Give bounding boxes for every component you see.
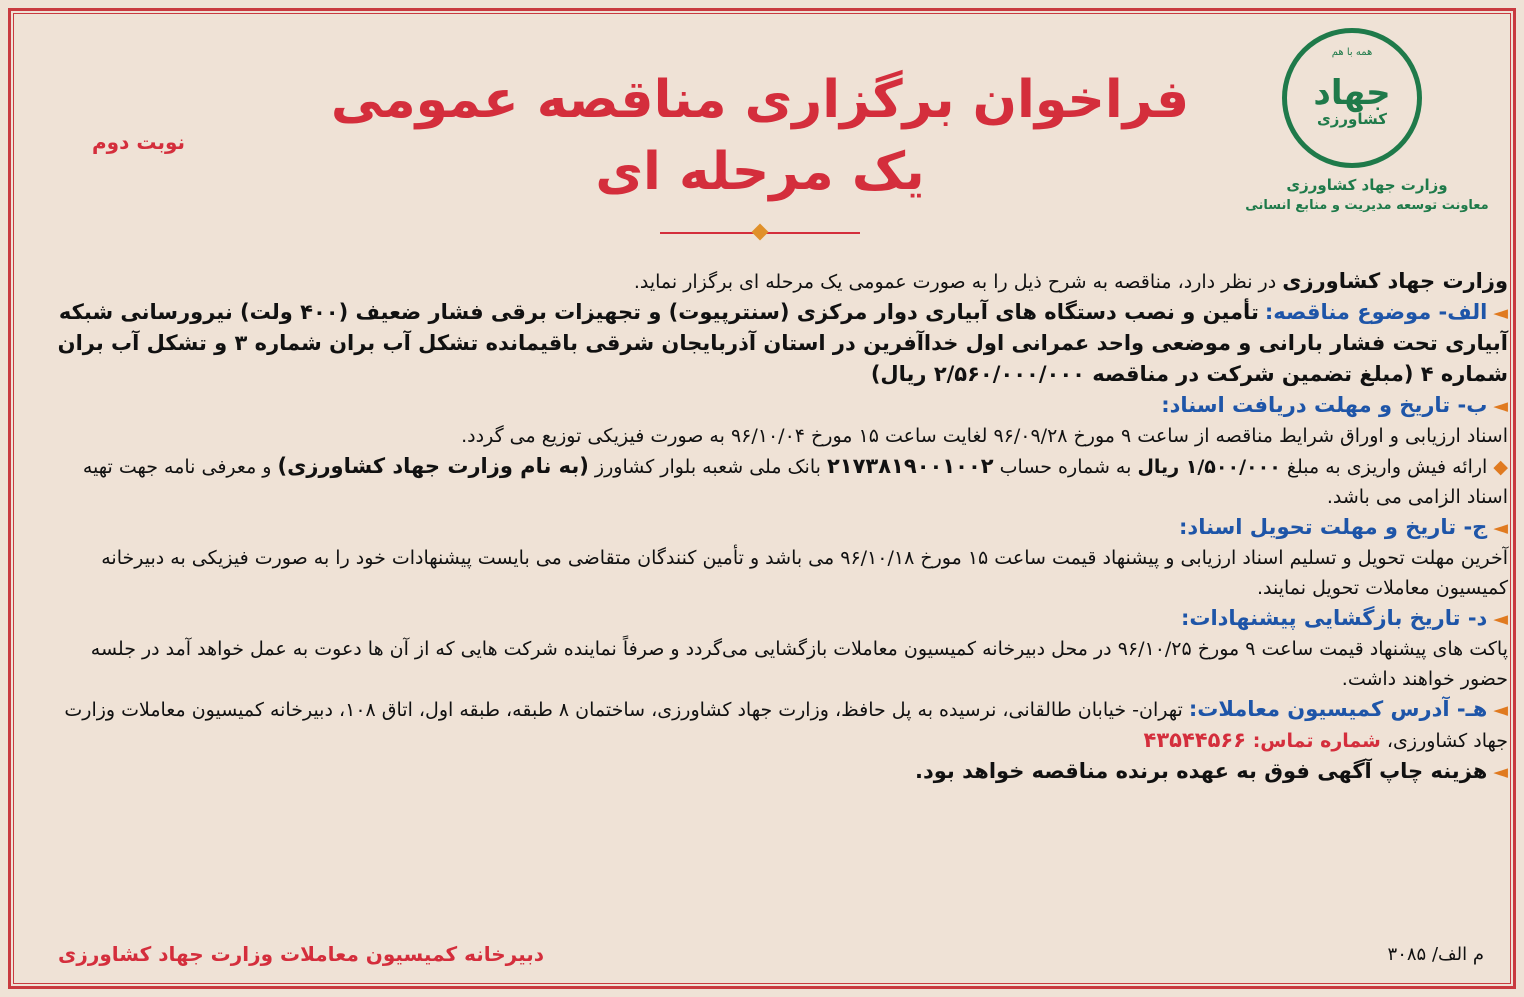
turn-badge: نوبت دوم: [92, 130, 186, 154]
account-holder: (به نام وزارت جهاد کشاورزی): [277, 454, 589, 478]
section-e: [40, 694, 1508, 756]
section-a: [40, 297, 1508, 390]
section-b-line2-end: و معرفی نامه جهت تهیه اسناد الزامی می باشد.: [82, 456, 1508, 508]
bullet-diamond-icon: ◆: [1493, 456, 1508, 478]
bullet-arrow-icon: ◄: [1493, 608, 1508, 630]
section-e-heading: هـ- آدرس کمیسیون معاملات:: [1188, 697, 1488, 721]
intro-org: وزارت جهاد کشاورزی: [1282, 269, 1508, 293]
bullet-arrow-icon: ◄: [1493, 517, 1508, 539]
section-b-heading-line: [40, 390, 1508, 421]
section-b-line2: [40, 451, 1508, 512]
jahad-logo: [1282, 28, 1422, 168]
reference-number: م الف/ ۳۰۸۵: [1387, 944, 1484, 965]
section-a-text: تأمین و نصب دستگاه های آبیاری دوار مرکزی (سنترپیوت) و تجهیزات برقی فشار ضعیف (۴۰۰ ولت) نیرورسانی شبکه آبیاری تحت فشار بارانی و موضعی واحد عمرانی اول خداآفرین در استان آذربایجان شرقی باقیمانده تشکل آب بران شماره ۳ و تشکل آب بران شماره ۴ (مبلغ تضمین شرکت در مناقصه ۲/۵۶۰/۰۰۰/۰۰۰ ریال): [57, 300, 1508, 386]
section-d-heading: د- تاریخ بازگشایی پیشنهادات:: [1180, 606, 1488, 630]
section-b-line1: اسناد ارزیابی و اوراق شرایط مناقصه از ساعت ۹ مورخ ۹۶/۰۹/۲۸ لغایت ساعت ۱۵ مورخ ۹۶/۱۰/۰۴ به صورت فیزیکی توزیع می گردد.: [461, 425, 1508, 447]
deputy-name: معاونت توسعه مدیریت و منابع انسانی: [1245, 198, 1489, 213]
bullet-arrow-icon: ◄: [1493, 761, 1508, 783]
bullet-arrow-icon: ◄: [1493, 302, 1508, 324]
section-c-heading: ج- تاریخ و مهلت تحویل اسناد:: [1179, 515, 1488, 539]
announcement-body: [40, 266, 1508, 787]
account-number: ۲۱۷۳۸۱۹۰۰۱۰۰۲: [826, 454, 994, 478]
bullet-arrow-icon: ◄: [1493, 395, 1508, 417]
section-c-text: آخرین مهلت تحویل و تسلیم اسناد ارزیابی و پیشنهاد قیمت ساعت ۱۵ مورخ ۹۶/۱۰/۱۸ می باشد و تأمین کنندگان متقاضی می بایست پیشنهادات خود را به صورت فیزیکی به دبیرخانه کمیسیون معاملات تحویل نمایند.: [101, 547, 1508, 599]
title-line-2: یک مرحله ای: [595, 142, 925, 202]
phone-number: ۴۳۵۴۴۵۶۶: [1143, 728, 1247, 752]
logo-sub-text: کشاورزی: [1317, 110, 1387, 128]
cost-note: هزینه چاپ آگهی فوق به عهده برنده مناقصه خواهد بود.: [915, 759, 1488, 783]
section-d-heading-line: [40, 603, 1508, 634]
logo-main-text: جهاد: [1313, 73, 1391, 113]
section-b-line2-start: ارائه فیش واریزی به مبلغ: [1280, 456, 1488, 478]
section-b-bank: بانک ملی شعبه بلوار کشاورز: [588, 456, 827, 478]
cost-note-line: [40, 756, 1508, 787]
bullet-arrow-icon: ◄: [1493, 699, 1508, 721]
intro-text: در نظر دارد، مناقصه به شرح ذیل را به صورت عمومی یک مرحله ای برگزار نماید.: [633, 271, 1283, 293]
title-line-1: فراخوان برگزاری مناقصه عمومی: [330, 70, 1190, 130]
section-b-line2-mid: به شماره حساب: [993, 456, 1138, 478]
fee-amount: ۱/۵۰۰/۰۰۰ ریال: [1137, 456, 1281, 478]
section-e-text: تهران- خیابان طالقانی، نرسیده به پل حافظ، وزارت جهاد کشاورزی، ساختمان ۸ طبقه، طبقه اول، اتاق ۱۰۸، دبیرخانه کمیسیون معاملات وزارت جهاد کشاورزی،: [64, 699, 1508, 752]
section-b-heading: ب- تاریخ و مهلت دریافت اسناد:: [1161, 393, 1488, 417]
intro-paragraph: [40, 266, 1508, 297]
phone-label: شماره تماس:: [1246, 730, 1381, 752]
section-d-text: پاکت های پیشنهاد قیمت ساعت ۹ مورخ ۹۶/۱۰/۲۵ در محل دبیرخانه کمیسیون معاملات بازگشایی می‌گردد و صرفاً نماینده شرکت هایی که از آن ها دعوت به عمل خواهد آمد در جلسه حضور خواهند داشت.: [90, 638, 1508, 690]
ministry-logo-block: [1222, 28, 1512, 228]
ministry-name: وزارت جهاد کشاورزی: [1286, 176, 1448, 194]
section-c-heading-line: [40, 512, 1508, 543]
logo-top-text: همه با هم: [1331, 47, 1373, 58]
signature: دبیرخانه کمیسیون معاملات وزارت جهاد کشاورزی: [58, 942, 545, 966]
section-a-heading: الف- موضوع مناقصه:: [1264, 300, 1488, 324]
